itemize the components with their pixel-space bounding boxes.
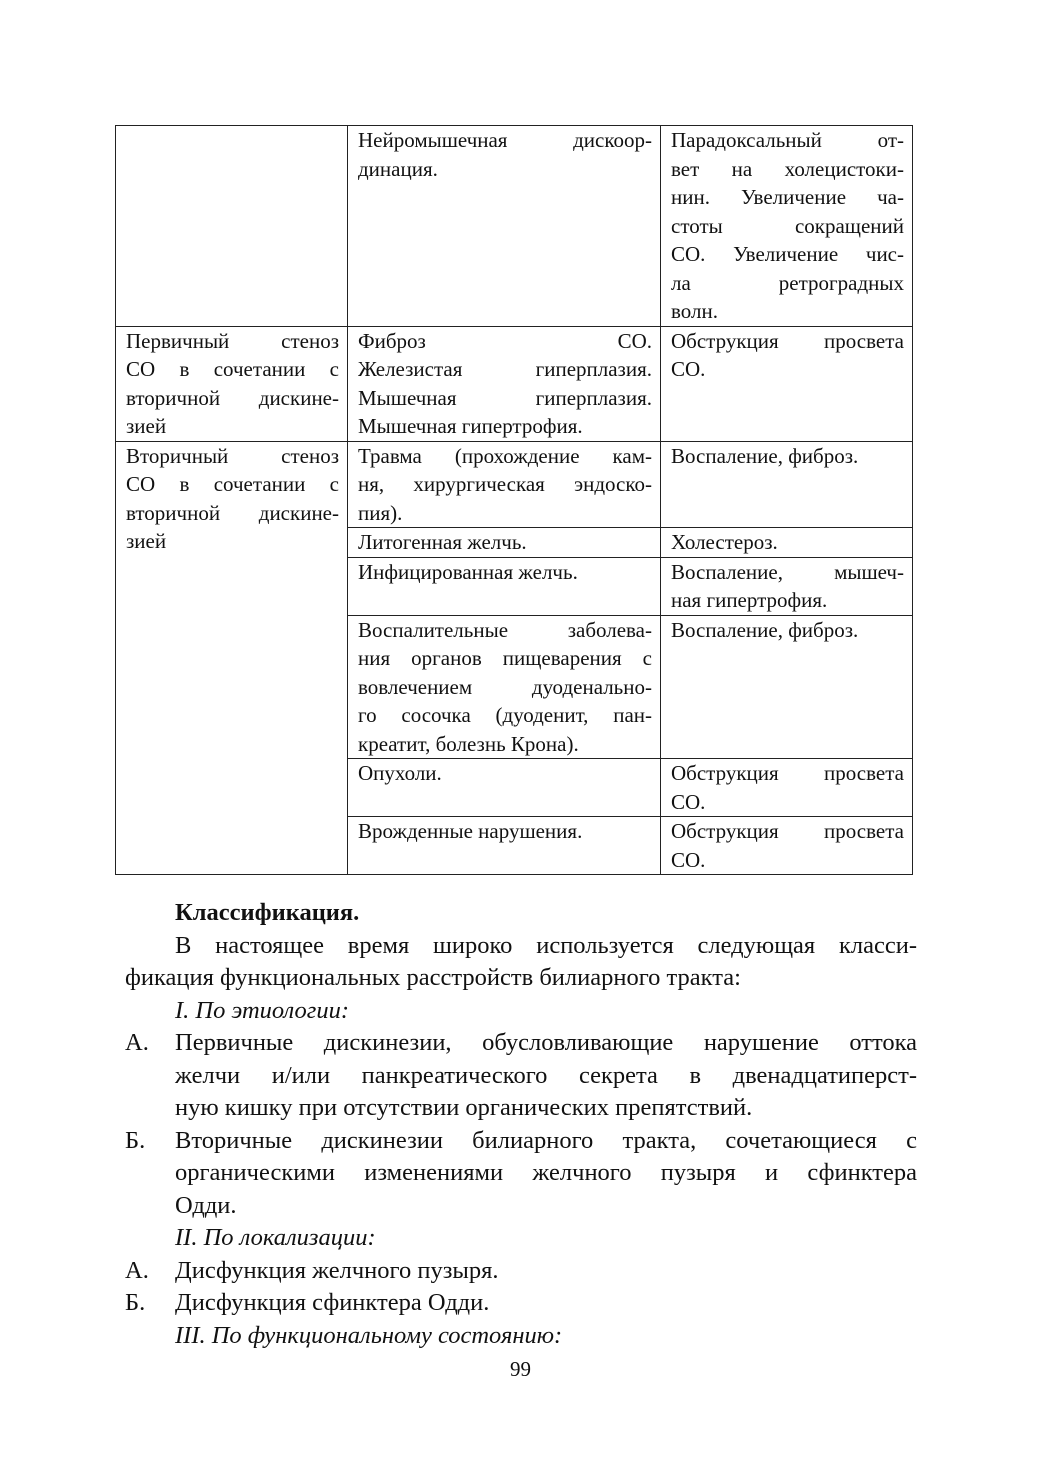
cell-line: СО. xyxy=(671,847,706,872)
cell-line: Первичный стеноз xyxy=(126,328,339,353)
list-marker: А. xyxy=(125,1029,149,1056)
text-line: Первичные дискинезии, обусловливающие нарушение оттока xyxy=(175,1029,917,1056)
cell-line: Воспаление, мышеч- xyxy=(671,559,904,584)
cell-line: Воспалительные заболева- xyxy=(358,617,652,642)
intro-paragraph-continued xyxy=(125,962,917,995)
table-cell xyxy=(348,817,661,875)
cell-line: Врожденные нарушения. xyxy=(358,819,583,843)
table-cell xyxy=(348,759,661,817)
list-marker: Б. xyxy=(125,1126,146,1154)
cell-line: динация. xyxy=(358,156,438,181)
text-line: ную кишку при отсутствии органических препятствий. xyxy=(175,1094,753,1121)
text-line: органическими изменениями желчного пузыря и сфинктера xyxy=(175,1159,917,1186)
table-cell xyxy=(661,126,913,327)
causes-table xyxy=(115,125,913,875)
cell-line: ня, хирургическая эндоско- xyxy=(358,472,652,496)
functional-title: III. По функциональному состоянию: xyxy=(175,1321,563,1349)
cell-line: стоты сокращений xyxy=(671,213,904,238)
list-item xyxy=(125,1287,917,1320)
cell-line: зией xyxy=(126,529,167,553)
cell-line: Обструкция просвета xyxy=(671,819,904,843)
text-line: фикация функциональных расстройств билиарного тракта: xyxy=(125,964,741,991)
etiology-title: I. По этиологии: xyxy=(175,996,349,1024)
table-cell xyxy=(348,557,661,615)
cell-line: СО в сочетании с xyxy=(126,472,339,496)
cell-line: Мышечная гипертрофия. xyxy=(358,414,583,438)
cell-line: ла ретроградных xyxy=(671,270,904,295)
cell-line: Воспаление, фиброз. xyxy=(671,617,859,642)
table-row xyxy=(116,326,913,441)
cell-line: вторичной дискине- xyxy=(126,500,339,525)
cell-line: го сосочка (дуоденит, пан- xyxy=(358,703,652,727)
table-cell xyxy=(348,441,661,528)
text-line: Вторичные дискинезии билиарного тракта, сочетающиеся с xyxy=(175,1126,917,1154)
table-cell xyxy=(661,615,913,759)
table-cell xyxy=(661,557,913,615)
cell-line: Фиброз СО. xyxy=(358,328,652,353)
list-item xyxy=(125,1125,917,1223)
table-row xyxy=(116,441,913,528)
list-item xyxy=(125,1255,917,1288)
cell-line: Литогенная желчь. xyxy=(358,530,527,554)
cell-line: Обструкция просвета xyxy=(671,761,904,785)
cell-line: Воспаление, фиброз. xyxy=(671,443,859,468)
table-cell xyxy=(348,326,661,441)
section-heading: Классификация. xyxy=(175,899,360,926)
text-line: В настоящее время широко используется следующая класси- xyxy=(175,931,917,959)
cell-line: СО в сочетании с xyxy=(126,357,339,381)
cell-line: СО. xyxy=(671,357,706,381)
table-cell xyxy=(116,126,348,327)
cell-line: Холестероз. xyxy=(671,530,778,554)
intro-paragraph xyxy=(125,930,917,963)
cell-line: СО. Увеличение чис- xyxy=(671,242,904,266)
table-cell xyxy=(661,441,913,528)
cell-line: СО. xyxy=(671,789,706,814)
page-number: 99 xyxy=(510,1357,531,1381)
table-cell xyxy=(348,615,661,759)
cell-line: зией xyxy=(126,414,167,438)
text-line: Дисфункция желчного пузыря. xyxy=(175,1256,499,1284)
cell-line: Обструкция просвета xyxy=(671,328,904,353)
localization-title: II. По локализации: xyxy=(175,1224,376,1251)
table-cell xyxy=(348,126,661,327)
cell-line: вовлечением дуоденально- xyxy=(358,674,652,699)
table-cell xyxy=(661,817,913,875)
list-marker: Б. xyxy=(125,1289,146,1316)
cell-line: Травма (прохождение кам- xyxy=(358,443,652,468)
cell-line: Железистая гиперплазия. xyxy=(358,357,652,381)
list-item xyxy=(125,1027,917,1125)
cell-line: креатит, болезнь Крона). xyxy=(358,731,579,756)
classification-section xyxy=(125,897,917,1352)
table-cell xyxy=(116,326,348,441)
table-cell xyxy=(661,326,913,441)
cell-line: Инфицированная желчь. xyxy=(358,559,578,584)
table-row xyxy=(116,126,913,327)
cell-line: ная гипертрофия. xyxy=(671,588,828,612)
table-cell xyxy=(661,528,913,558)
table-cell xyxy=(661,759,913,817)
cell-line: вторичной дискине- xyxy=(126,385,339,410)
cell-line: Опухоли. xyxy=(358,761,442,785)
cell-line: Мышечная гиперплазия. xyxy=(358,385,652,410)
cell-line: Нейромышечная дискоор- xyxy=(358,128,652,152)
text-line: Дисфункция сфинктера Одди. xyxy=(175,1289,490,1316)
cell-line: пия). xyxy=(358,500,403,525)
cell-line: Парадоксальный от- xyxy=(671,128,904,152)
text-line: желчи и/или панкреатического секрета в двенадцатиперст- xyxy=(175,1061,917,1089)
table-cell xyxy=(116,441,348,875)
cell-line: волн. xyxy=(671,299,718,323)
cell-line: нин. Увеличение ча- xyxy=(671,185,904,209)
cell-line: вет на холецистоки- xyxy=(671,156,904,181)
cell-line: Вторичный стеноз xyxy=(126,443,339,468)
cell-line: ния органов пищеварения с xyxy=(358,646,652,670)
text-line: Одди. xyxy=(175,1191,237,1219)
table-cell xyxy=(348,528,661,558)
list-marker: А. xyxy=(125,1256,149,1284)
